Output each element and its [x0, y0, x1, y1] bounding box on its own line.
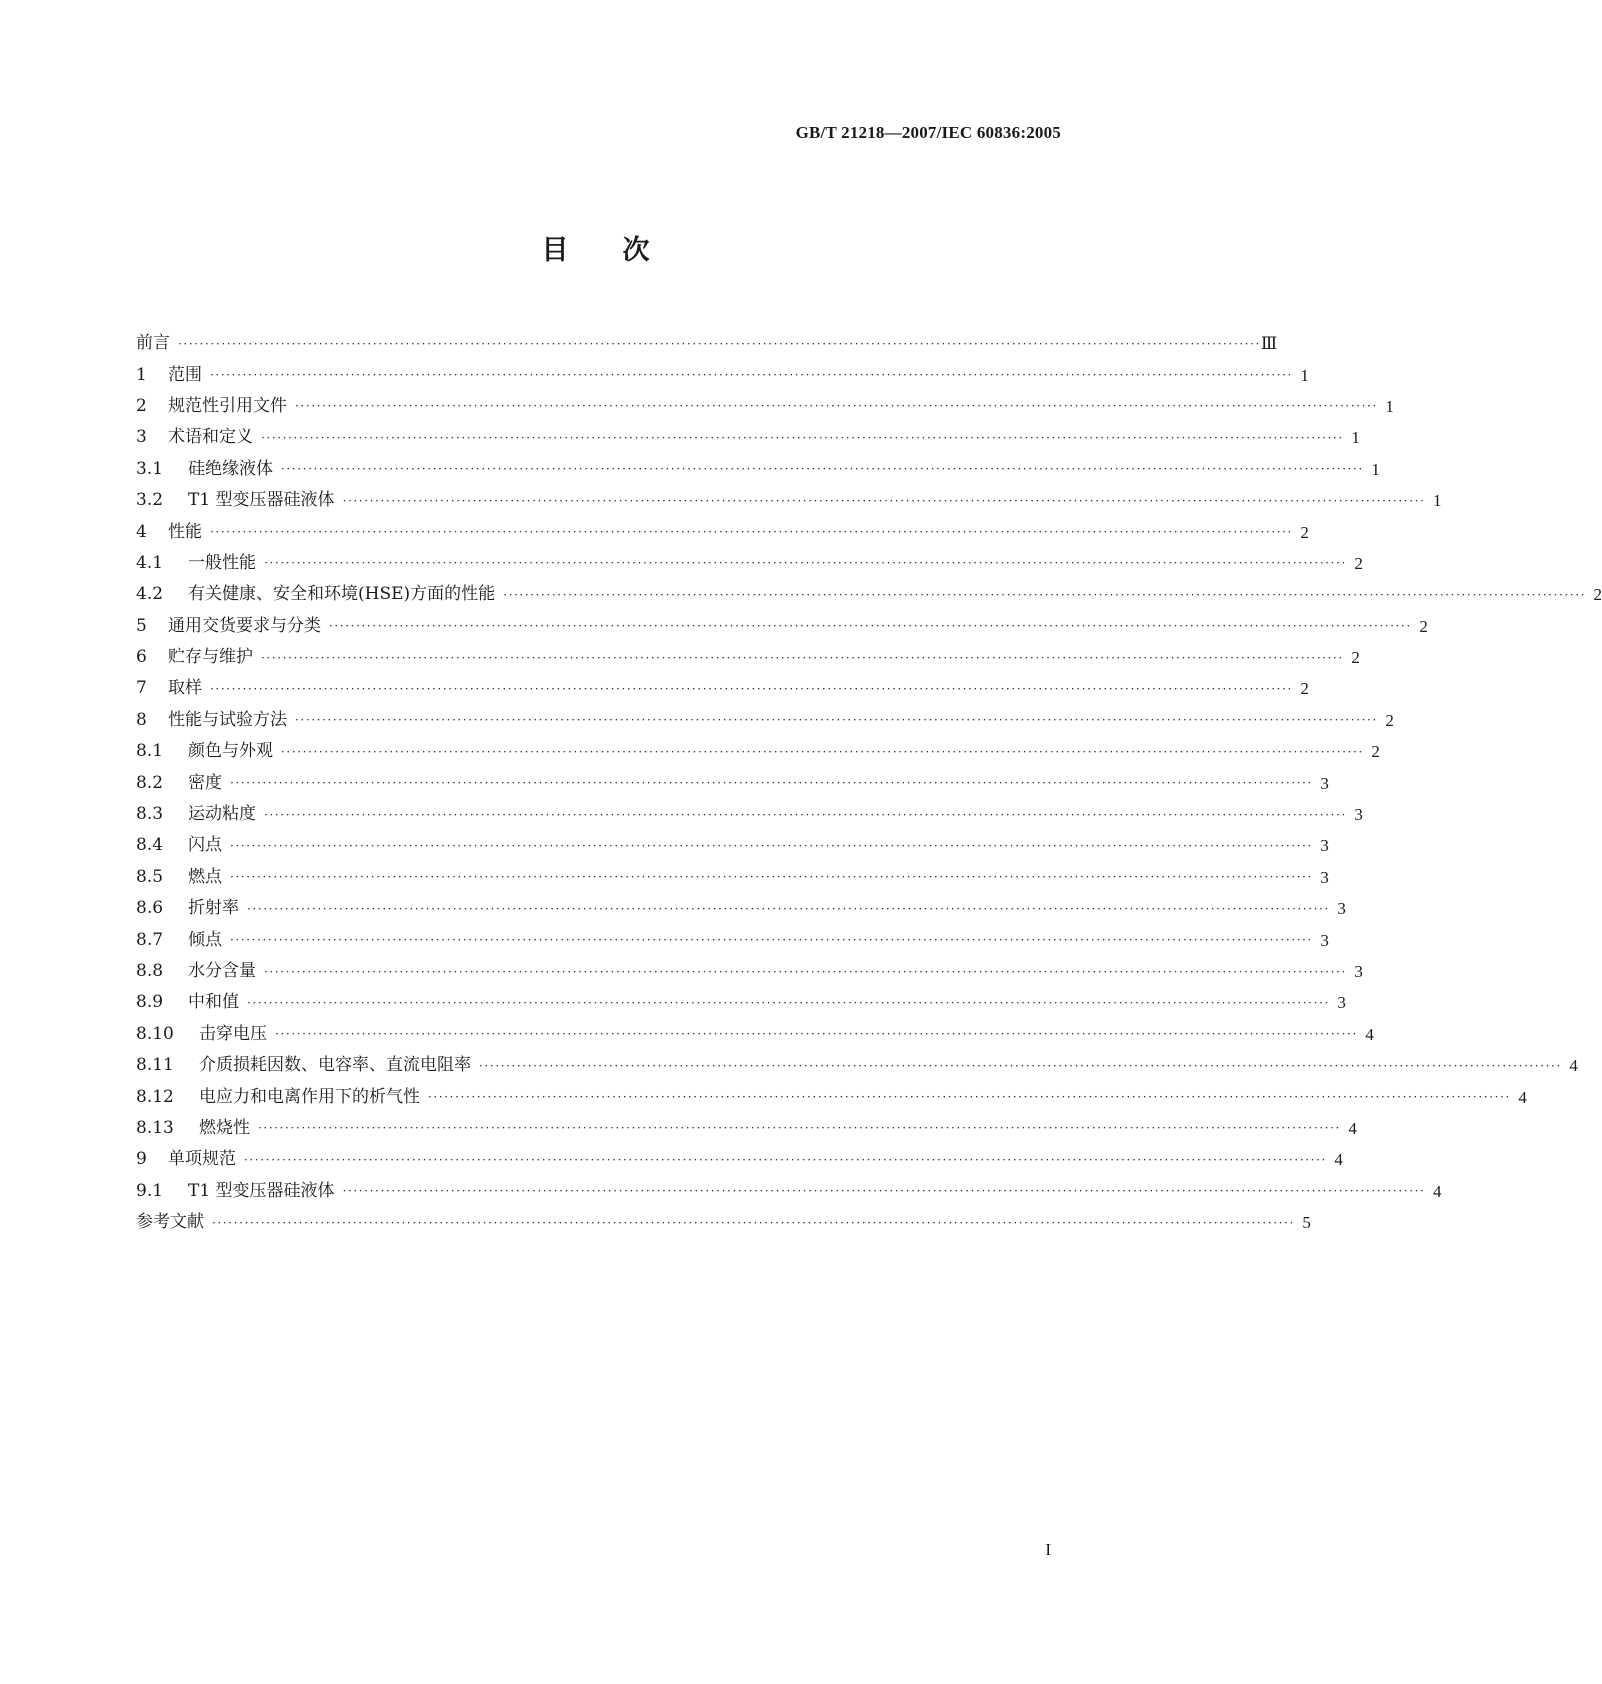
- page-number: I: [1045, 1540, 1051, 1559]
- toc-entry-title: 范围: [168, 364, 202, 385]
- toc-entry[interactable]: [136, 924, 1329, 955]
- toc-entry-title: 介质损耗因数、电容率、直流电阻率: [199, 1055, 471, 1076]
- toc-entry[interactable]: [136, 893, 1346, 924]
- toc-entry-number: 4: [136, 521, 147, 542]
- toc-entry-number: 4.2: [136, 584, 164, 605]
- toc-entry-title: 通用交货要求与分类: [168, 615, 321, 636]
- toc-entry-number: 8.5: [136, 866, 164, 887]
- toc-entry-page: 3: [1320, 930, 1329, 950]
- toc-leader-dots: ········································································································································································································: [281, 744, 1364, 759]
- toc-entry-title: 参考文献: [136, 1212, 204, 1233]
- toc-leader-dots: ········································································································································································································: [264, 964, 1347, 979]
- toc-leader-dots: ········································································································································································································: [247, 995, 1330, 1010]
- toc-entry[interactable]: [136, 1050, 1578, 1081]
- toc-entry-page: 1: [1371, 459, 1380, 479]
- toc-entry[interactable]: [136, 956, 1363, 987]
- toc-leader-dots: ········································································································································································································: [503, 587, 1587, 602]
- toc-entry-title: 密度: [188, 772, 222, 793]
- toc-entry-title: 规范性引用文件: [168, 395, 287, 416]
- toc-entry-number: 8.4: [136, 835, 164, 856]
- toc-entry[interactable]: [136, 1081, 1527, 1112]
- toc-entry-title: 燃点: [188, 866, 222, 887]
- toc-entry-page: 4: [1348, 1118, 1357, 1138]
- toc-entry-title: 一般性能: [188, 552, 256, 573]
- toc-entry-number: 9.1: [136, 1180, 164, 1201]
- toc-leader-dots: ········································································································································································································: [230, 933, 1313, 948]
- toc-entry-page: 2: [1419, 616, 1428, 636]
- page-title-char-2: 次: [622, 235, 650, 266]
- toc-entry[interactable]: [136, 579, 1602, 610]
- toc-entry-page: 4: [1334, 1150, 1343, 1170]
- toc-leader-dots: ········································································································································································································: [210, 368, 1293, 383]
- toc-entry-title: 取样: [168, 678, 202, 699]
- toc-entry[interactable]: [136, 359, 1309, 390]
- toc-entry[interactable]: [136, 548, 1363, 579]
- toc-entry[interactable]: [136, 485, 1442, 516]
- toc-entry-title: T1 型变压器硅液体: [188, 490, 335, 511]
- toc-entry[interactable]: [136, 673, 1309, 704]
- toc-entry-page: 3: [1337, 899, 1346, 919]
- toc-entry-page: 4: [1569, 1056, 1578, 1076]
- toc-entry-page: 3: [1320, 836, 1329, 856]
- toc-leader-dots: ········································································································································································································: [258, 1121, 1341, 1136]
- toc-entry[interactable]: [136, 799, 1363, 830]
- toc-entry[interactable]: [136, 1113, 1357, 1144]
- toc-entry-number: 8: [136, 709, 147, 730]
- toc-entry-page: 3: [1320, 773, 1329, 793]
- toc-entry-title: 有关健康、安全和环境(HSE)方面的性能: [188, 584, 496, 605]
- toc-entry-page: 4: [1518, 1087, 1527, 1107]
- toc-entry[interactable]: [136, 516, 1309, 547]
- toc-entry-title: 性能: [168, 521, 202, 542]
- toc-entry[interactable]: [136, 705, 1394, 736]
- toc-leader-dots: ········································································································································································································: [230, 838, 1313, 853]
- toc-entry[interactable]: [136, 1144, 1343, 1175]
- toc-entry-title: 硅绝缘液体: [188, 458, 273, 479]
- toc-entry-number: 6: [136, 647, 147, 668]
- toc-entry-page: 2: [1354, 553, 1363, 573]
- toc-entry-title: 闪点: [188, 835, 222, 856]
- toc-entry-number: 8.13: [136, 1117, 174, 1138]
- toc-entry-page: 2: [1593, 585, 1602, 605]
- toc-entry[interactable]: [136, 1019, 1374, 1050]
- toc-entry-page: 2: [1351, 648, 1360, 668]
- toc-entry-page: 2: [1385, 710, 1394, 730]
- toc-entry-number: 8.6: [136, 898, 164, 919]
- toc-leader-dots: ········································································································································································································: [261, 650, 1344, 665]
- toc-leader-dots: ········································································································································································································: [264, 807, 1347, 822]
- toc-entry-title: 术语和定义: [168, 427, 253, 448]
- table-of-contents: [136, 328, 1602, 1238]
- toc-entry-title: 性能与试验方法: [168, 709, 287, 730]
- toc-entry-page: 4: [1365, 1024, 1374, 1044]
- toc-leader-dots: ········································································································································································································: [244, 1152, 1327, 1167]
- toc-leader-dots: ········································································································································································································: [428, 1090, 1511, 1105]
- toc-entry-number: 8.8: [136, 961, 164, 981]
- toc-entry-number: 5: [136, 615, 147, 636]
- toc-entry-number: 8.2: [136, 772, 164, 793]
- toc-entry-number: 1: [136, 364, 147, 385]
- standard-code: GB/T 21218—2007/IEC 60836:2005: [795, 123, 1061, 142]
- toc-entry-title: 中和值: [188, 992, 239, 1013]
- toc-entry-number: 3.2: [136, 490, 164, 511]
- toc-entry-title: 运动粘度: [188, 804, 256, 825]
- toc-entry-page: 1: [1300, 365, 1309, 385]
- toc-leader-dots: ········································································································································································································: [261, 430, 1344, 445]
- toc-entry-page: 5: [1302, 1213, 1311, 1233]
- toc-entry-title: 倾点: [188, 929, 222, 950]
- toc-entry-title: 折射率: [188, 898, 239, 919]
- toc-entry-page: 2: [1300, 522, 1309, 542]
- toc-entry[interactable]: [136, 1176, 1442, 1207]
- toc-entry[interactable]: [136, 611, 1428, 642]
- toc-leader-dots: ········································································································································································································: [281, 462, 1364, 477]
- toc-entry[interactable]: [136, 422, 1360, 453]
- toc-entry-title: 颜色与外观: [188, 741, 273, 762]
- toc-entry-page: 2: [1300, 679, 1309, 699]
- toc-entry-title: T1 型变压器硅液体: [188, 1180, 335, 1201]
- toc-entry-page: 1: [1385, 396, 1394, 416]
- toc-leader-dots: ········································································································································································································: [329, 619, 1412, 634]
- toc-entry-page: 1: [1351, 428, 1360, 448]
- toc-entry[interactable]: [136, 391, 1394, 422]
- toc-entry[interactable]: [136, 454, 1380, 485]
- toc-entry-number: 7: [136, 678, 147, 699]
- toc-entry-page: 1: [1432, 491, 1442, 511]
- toc-entry[interactable]: [136, 987, 1346, 1018]
- toc-leader-dots: ········································································································································································································: [275, 1027, 1358, 1042]
- toc-entry-title: 单项规范: [168, 1149, 236, 1170]
- toc-entry-number: 8.7: [136, 929, 164, 950]
- toc-entry[interactable]: [136, 328, 1278, 359]
- toc-entry-number: 3.1: [136, 458, 164, 479]
- toc-entry-title: 前言: [136, 333, 170, 354]
- toc-leader-dots: ········································································································································································································: [230, 870, 1313, 885]
- toc-leader-dots: ········································································································································································································: [230, 776, 1313, 791]
- toc-leader-dots: ········································································································································································································: [210, 681, 1293, 696]
- page-title-char-1: 目: [541, 235, 569, 266]
- toc-entry-number: 3: [136, 427, 147, 448]
- toc-entry-page: 3: [1320, 867, 1329, 887]
- toc-leader-dots: ········································································································································································································: [342, 1184, 1426, 1199]
- toc-entry[interactable]: [136, 767, 1329, 798]
- toc-entry-number: 8.1: [136, 741, 164, 762]
- toc-entry-number: 8.12: [136, 1086, 174, 1107]
- toc-entry-page: 2: [1371, 742, 1380, 762]
- toc-entry-number: 8.11: [136, 1055, 174, 1076]
- toc-leader-dots: ········································································································································································································: [247, 901, 1330, 916]
- toc-entry-number: 2: [136, 395, 147, 416]
- toc-entry-number: 8.9: [136, 992, 164, 1013]
- toc-entry-title: 电应力和电离作用下的析气性: [199, 1086, 420, 1107]
- toc-entry-page: 3: [1337, 993, 1346, 1013]
- toc-entry[interactable]: [136, 862, 1329, 893]
- toc-entry-page: 4: [1432, 1181, 1442, 1201]
- toc-entry[interactable]: [136, 1207, 1311, 1238]
- toc-entry-page: Ⅲ: [1260, 334, 1278, 354]
- toc-entry[interactable]: [136, 736, 1380, 767]
- toc-entry-title: 水分含量: [188, 961, 256, 981]
- toc-entry-title: 击穿电压: [199, 1023, 267, 1044]
- toc-entry-title: 贮存与维护: [168, 647, 253, 668]
- toc-entry[interactable]: [136, 642, 1360, 673]
- toc-entry-number: 8.10: [136, 1023, 174, 1044]
- toc-leader-dots: ········································································································································································································: [210, 525, 1293, 540]
- toc-leader-dots: ········································································································································································································: [264, 556, 1347, 571]
- toc-leader-dots: ········································································································································································································: [178, 336, 1261, 351]
- toc-entry-number: 8.3: [136, 804, 164, 825]
- toc-leader-dots: ········································································································································································································: [212, 1215, 1295, 1230]
- toc-entry-page: 3: [1354, 962, 1363, 981]
- toc-leader-dots: ········································································································································································································: [295, 399, 1378, 414]
- toc-entry-page: 3: [1354, 805, 1363, 825]
- toc-entry[interactable]: [136, 830, 1329, 861]
- page-title: [0, 228, 1191, 267]
- toc-entry-number: 9: [136, 1149, 147, 1170]
- toc-entry-number: 4.1: [136, 552, 164, 573]
- toc-leader-dots: ········································································································································································································: [342, 493, 1426, 508]
- toc-entry-title: 燃烧性: [199, 1117, 250, 1138]
- toc-leader-dots: ········································································································································································································: [479, 1058, 1562, 1073]
- toc-leader-dots: ········································································································································································································: [295, 713, 1378, 728]
